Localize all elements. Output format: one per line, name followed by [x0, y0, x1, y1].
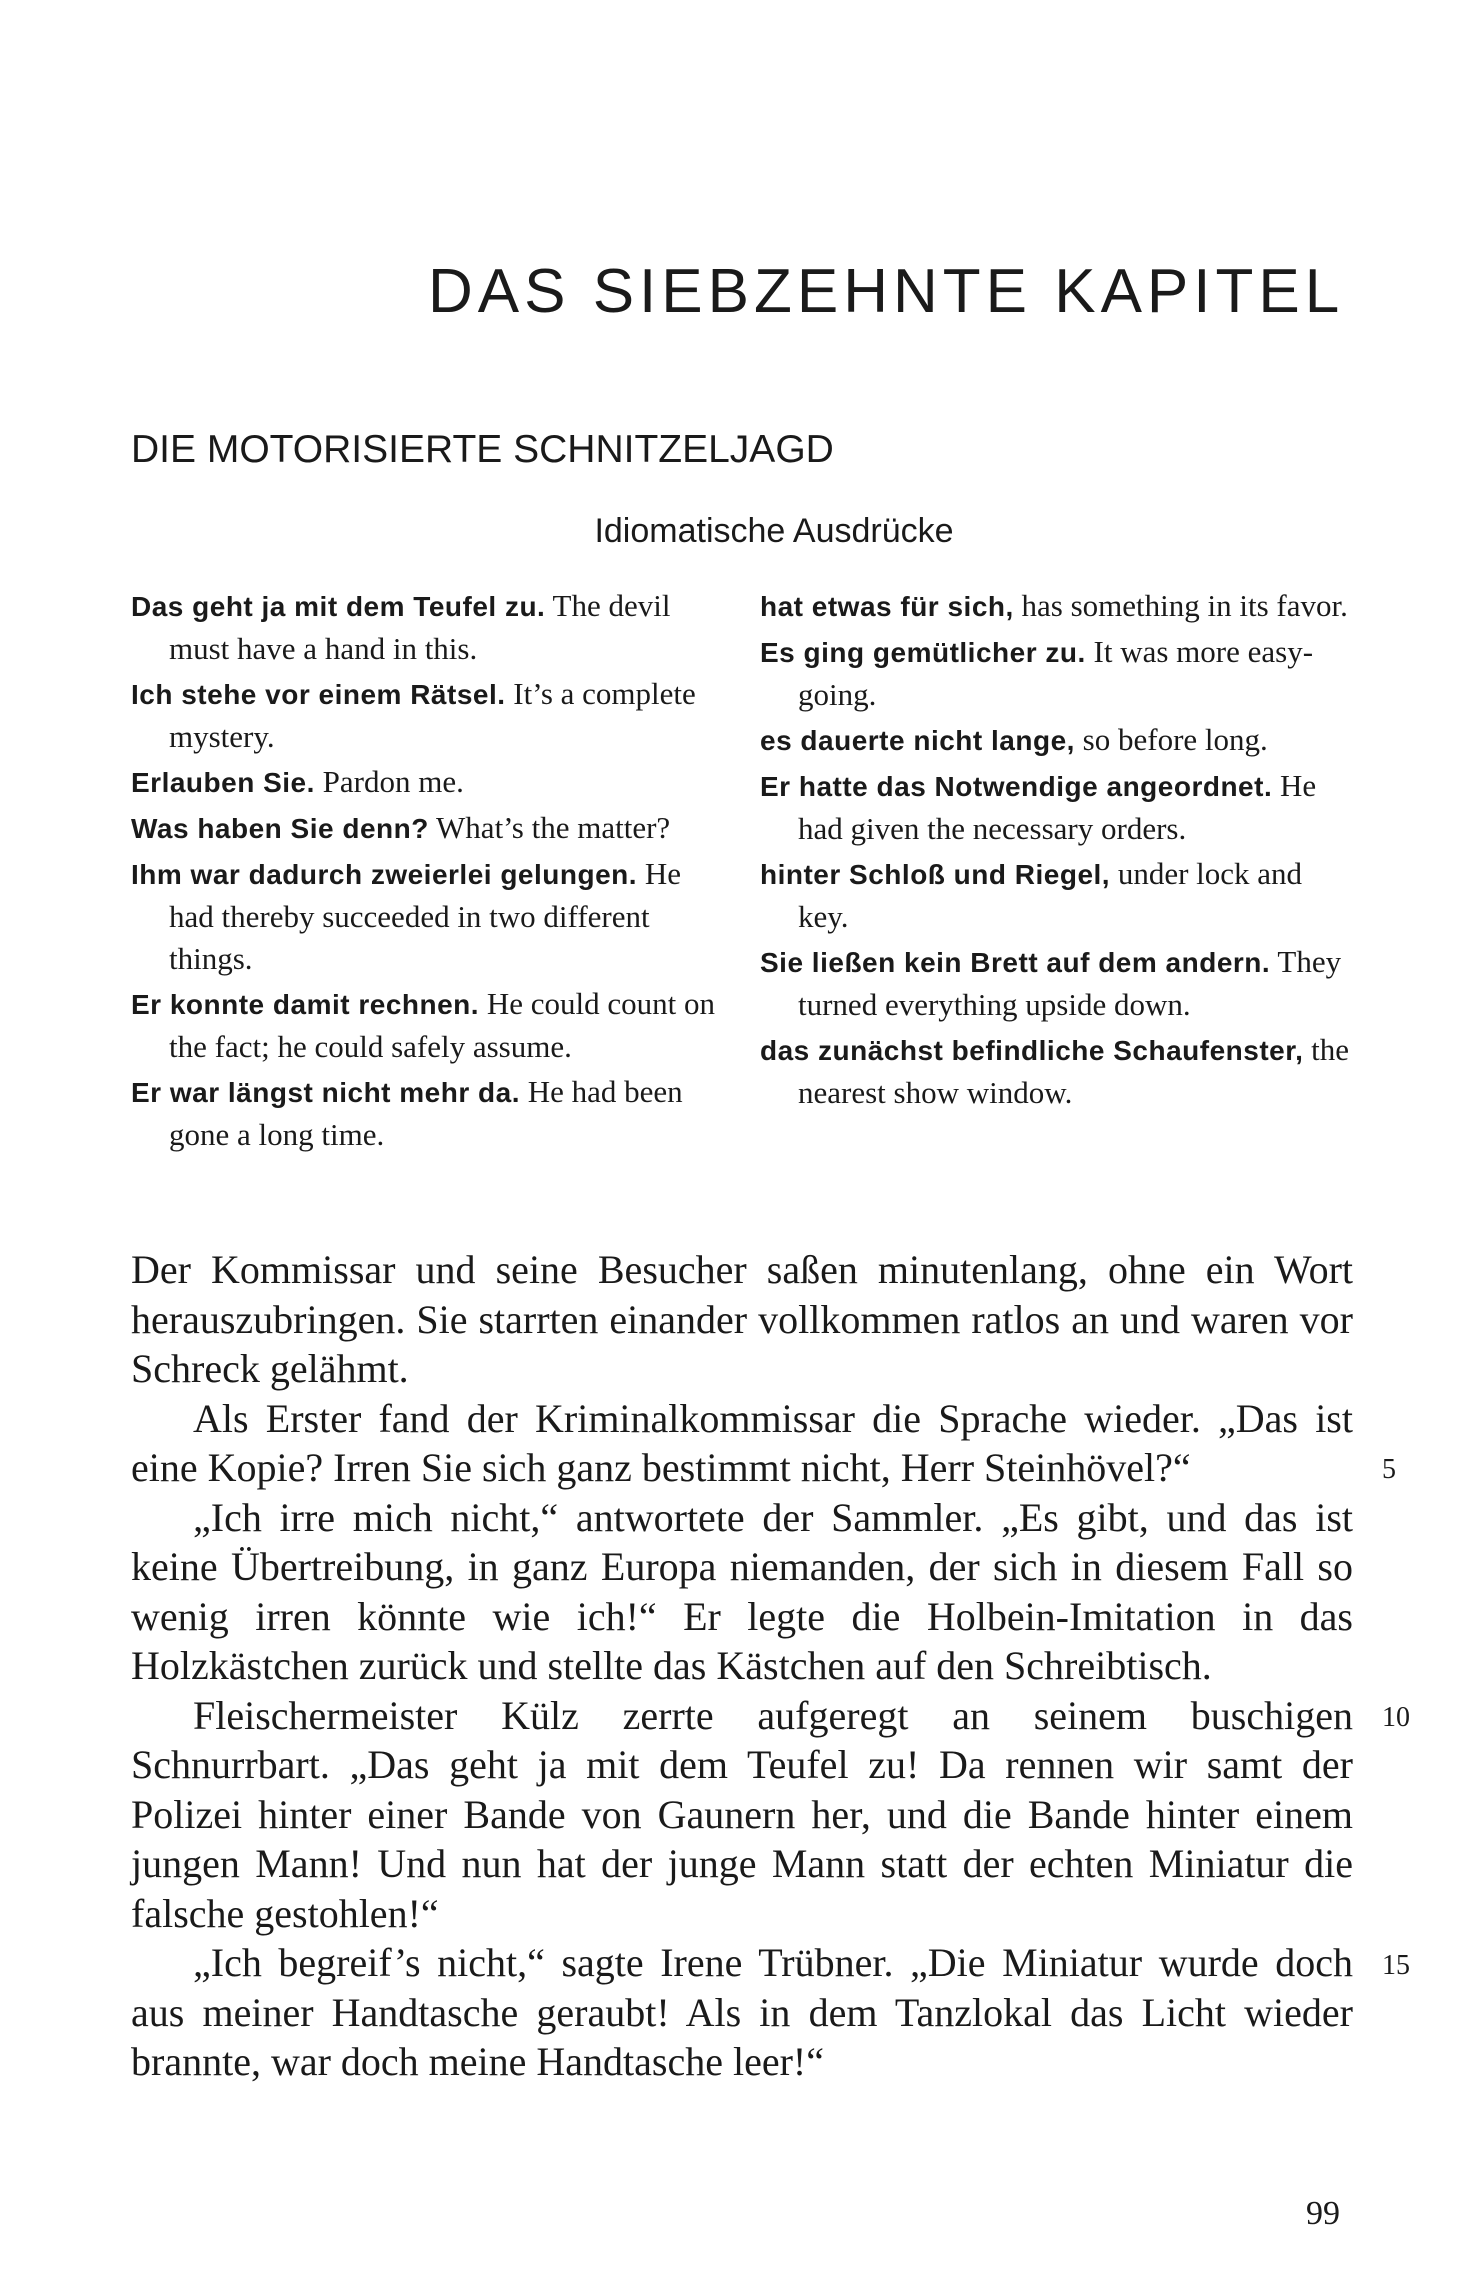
- vocab-english: He had given the necessary orders.: [798, 768, 1317, 846]
- paragraph: Als Erster fand der Kriminalkommissar die Sprache wieder. „Das ist eine Kopie? Irren Sie sich ganz bestimmt nicht, Herr Steinhövel?“: [131, 1395, 1353, 1490]
- vocab-german: Erlauben Sie.: [131, 767, 315, 798]
- vocab-german: Es ging gemütlicher zu.: [760, 637, 1086, 668]
- vocab-german: hinter Schloß und Riegel,: [760, 859, 1111, 890]
- vocab-english: The devil must have a hand in this.: [169, 588, 671, 666]
- section-title: DIE MOTORISIERTE SCHNITZELJAGD: [131, 428, 834, 471]
- vocab-english: so before long.: [1082, 722, 1268, 757]
- vocab-english: has something in its favor.: [1021, 588, 1348, 623]
- vocab-heading: Idiomatische Ausdrücke: [594, 512, 954, 550]
- vocab-entry: [131, 1071, 721, 1156]
- vocab-german: Er war längst nicht mehr da.: [131, 1077, 520, 1108]
- vocab-entry: [131, 853, 721, 980]
- vocab-column-left: [131, 585, 721, 1159]
- paragraph: „Ich begreif’s nicht,“ sagte Irene Trübner. „Die Miniatur wurde doch aus meiner Handtasche geraubt! Als in dem Tanzlokal das Licht wieder brannte, war doch meine Handtasche leer!“: [131, 1940, 1353, 2084]
- vocab-entry: [760, 631, 1350, 716]
- vocab-entry: [131, 983, 721, 1068]
- line-number: 15: [1382, 1950, 1410, 1981]
- vocab-entry: [760, 765, 1350, 850]
- vocab-entry: [760, 719, 1350, 762]
- vocab-english: It was more easy-going.: [798, 634, 1314, 712]
- vocab-entry: [760, 585, 1350, 628]
- vocab-entry: [131, 807, 721, 850]
- vocab-english: the nearest show window.: [798, 1032, 1349, 1110]
- paragraph: „Ich irre mich nicht,“ antwortete der Sammler. „Es gibt, und das ist keine Übertreibung, in ganz Europa niemanden, der sich in diesem Fall so wenig irren könnte wie ich!“ Er legte die Holbein-Imitation in das Holzkästchen zurück und stellte das Kästchen auf den Schreibtisch.: [131, 1494, 1353, 1688]
- vocab-english: He could count on the fact; he could safely assume.: [169, 986, 715, 1064]
- vocab-entry: [760, 853, 1350, 938]
- vocab-english: They turned everything upside down.: [798, 944, 1342, 1022]
- vocab-german: es dauerte nicht lange,: [760, 725, 1075, 756]
- vocab-english: He had been gone a long time.: [169, 1074, 683, 1152]
- paragraph: Fleischermeister Külz zerrte aufgeregt an seinem buschigen Schnurrbart. „Das geht ja mit dem Teufel zu! Da rennen wir samt der Polizei hinter einer Bande von Gaunern her, und die Bande hinter einem jungen Mann! Und nun hat der junge Mann statt der echten Miniatur die falsche gestohlen!“: [131, 1692, 1353, 1936]
- vocab-german: Ihm war dadurch zweierlei gelungen.: [131, 859, 638, 890]
- chapter-title: DAS SIEBZEHNTE KAPITEL: [428, 257, 1345, 326]
- vocab-entry: [760, 1029, 1350, 1114]
- vocab-english: under lock and key.: [798, 856, 1303, 934]
- line-number: 10: [1382, 1702, 1410, 1733]
- vocab-german: Ich stehe vor einem Rätsel.: [131, 679, 506, 710]
- vocab-entry: [131, 673, 721, 758]
- vocab-entry: [131, 585, 721, 670]
- vocab-german: Was haben Sie denn?: [131, 813, 429, 844]
- page-number: 99: [1306, 2195, 1340, 2232]
- paragraph: Der Kommissar und seine Besucher saßen minutenlang, ohne ein Wort herauszubringen. Sie starrten einander vollkommen ratlos an und waren vor Schreck gelähmt.: [131, 1247, 1353, 1391]
- vocab-german: Sie ließen kein Brett auf dem andern.: [760, 947, 1271, 978]
- body-text: [131, 1245, 1353, 2087]
- vocab-english: It’s a complete mystery.: [169, 676, 696, 754]
- vocab-english: He had thereby succeeded in two different things.: [169, 856, 681, 976]
- vocab-entry: [131, 761, 721, 804]
- vocab-german: das zunächst befindliche Schaufenster,: [760, 1035, 1304, 1066]
- vocab-german: Er konnte damit rechnen.: [131, 989, 480, 1020]
- vocab-german: hat etwas für sich,: [760, 591, 1014, 622]
- line-number: 5: [1382, 1454, 1396, 1485]
- vocab-german: Das geht ja mit dem Teufel zu.: [131, 591, 546, 622]
- vocab-english: What’s the matter?: [436, 810, 671, 845]
- vocab-entry: [760, 941, 1350, 1026]
- vocab-german: Er hatte das Notwendige angeordnet.: [760, 771, 1273, 802]
- vocab-column-right: [760, 585, 1350, 1117]
- vocab-english: Pardon me.: [322, 764, 464, 799]
